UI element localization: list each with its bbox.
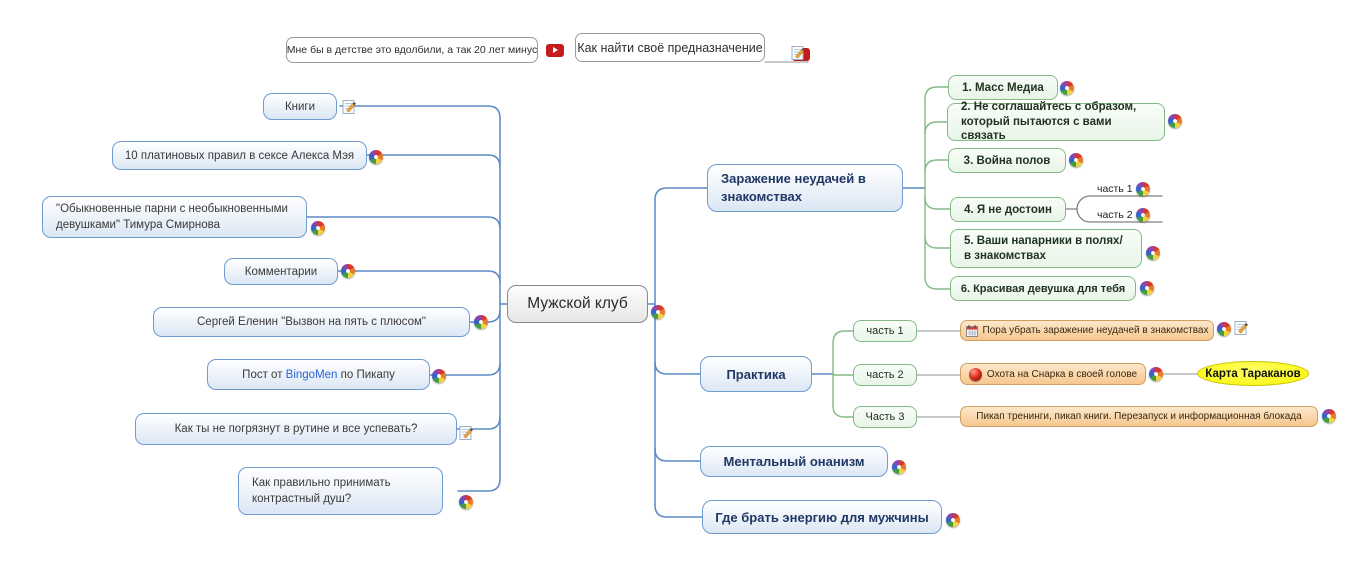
- topic-label: часть 2: [866, 369, 904, 381]
- topic-label: Сергей Еленин "Вызвон на пять с плюсом": [197, 316, 426, 328]
- color-wheel-icon: [1136, 182, 1150, 196]
- edit-icon[interactable]: [342, 99, 357, 115]
- color-wheel-icon: [459, 495, 473, 509]
- central-topic[interactable]: [507, 285, 648, 323]
- topic-label: "Обыкновенные парни с необыкновенными девушками" Тимура Смирнова: [56, 202, 288, 231]
- topic-where-to-get-energy[interactable]: [702, 500, 942, 534]
- topic-label: Где брать энергию для мужчины: [715, 509, 929, 525]
- topic-dating-failure-infection[interactable]: [707, 164, 903, 212]
- color-wheel-icon: [1136, 208, 1150, 222]
- topic-label: часть 1: [866, 325, 904, 337]
- color-wheel-icon: [474, 315, 488, 329]
- topic-label: Мужской клуб: [527, 295, 628, 312]
- color-wheel-icon: [1069, 153, 1083, 167]
- youtube-icon[interactable]: [546, 44, 564, 57]
- topic-routine-question[interactable]: [135, 413, 457, 445]
- topic-practice-part-3[interactable]: [853, 406, 917, 428]
- topic-gender-war[interactable]: [948, 148, 1066, 173]
- topic-beautiful-girl[interactable]: [950, 276, 1136, 301]
- bingomen-link[interactable]: BingoMen: [285, 368, 338, 381]
- topic-label: 1. Масс Медиа: [962, 81, 1044, 94]
- topic-label: 4. Я не достоин: [964, 203, 1052, 216]
- color-wheel-icon: [651, 305, 665, 319]
- topic-label: Как найти своё предназначение: [577, 40, 763, 55]
- task-remove-infection[interactable]: [960, 320, 1214, 341]
- topic-label: Часть 3: [865, 411, 905, 423]
- color-wheel-icon: [1322, 409, 1336, 423]
- topic-practice-part-2[interactable]: [853, 364, 917, 386]
- topic-wingmen[interactable]: [950, 229, 1142, 268]
- edit-icon[interactable]: [1234, 320, 1249, 336]
- floating-topic-youtube-2[interactable]: [575, 33, 765, 62]
- callout-label: Карта Тараканов: [1205, 367, 1301, 380]
- color-wheel-icon: [1168, 114, 1182, 128]
- color-wheel-icon: [341, 264, 355, 278]
- task-snark-hunt[interactable]: [960, 363, 1146, 385]
- topic-ordinary-guys-book[interactable]: [42, 196, 307, 238]
- subtopic-part-2[interactable]: часть 2: [1097, 209, 1133, 221]
- topic-sergey-elenin[interactable]: [153, 307, 470, 337]
- topic-label: 6. Красивая девушка для тебя: [960, 282, 1126, 295]
- task-label: Пикап тренинги, пикап книги. Перезапуск и информационная блокада: [976, 411, 1302, 422]
- color-wheel-icon: [311, 221, 325, 235]
- topic-label: Как правильно принимать контрастный душ?: [252, 476, 391, 505]
- topic-label: Как ты не погрязнут в рутине и все успевать?: [174, 423, 418, 435]
- color-wheel-icon: [946, 513, 960, 527]
- subtopic-part-1[interactable]: часть 1: [1097, 183, 1133, 195]
- topic-label: 5. Ваши напарники в полях/в знакомствах: [964, 234, 1123, 262]
- topic-practice[interactable]: [700, 356, 812, 392]
- task-label: Охота на Снарка в своей голове: [986, 368, 1138, 380]
- topic-practice-part-1[interactable]: [853, 320, 917, 342]
- topic-mental-onanism[interactable]: [700, 446, 888, 477]
- color-wheel-icon: [1146, 246, 1160, 260]
- calendar-icon: [966, 325, 978, 337]
- topic-mass-media[interactable]: [948, 75, 1058, 100]
- topic-bingomen-post[interactable]: [207, 359, 430, 390]
- topic-contrast-shower[interactable]: [238, 467, 443, 515]
- topic-label: 2. Не соглашайтесь с образом, который пытаются с вами связать: [961, 100, 1137, 143]
- topic-label: Комментарии: [244, 265, 318, 278]
- topic-dont-accept-image[interactable]: [947, 100, 1165, 143]
- red-ball-icon: [969, 368, 982, 381]
- topic-10-platinum-rules[interactable]: [112, 141, 367, 170]
- edit-icon[interactable]: [459, 425, 474, 441]
- topic-label: Пост от BingoMen по Пикапу: [242, 368, 395, 381]
- color-wheel-icon: [1060, 81, 1074, 95]
- color-wheel-icon: [1149, 367, 1163, 381]
- topic-label: Ментальный онанизм: [723, 454, 865, 469]
- floating-topic-youtube-1[interactable]: [286, 37, 538, 63]
- color-wheel-icon: [892, 460, 906, 474]
- color-wheel-icon: [369, 150, 383, 164]
- callout-cockroach-map[interactable]: [1197, 361, 1309, 386]
- topic-not-worthy[interactable]: [950, 197, 1066, 222]
- color-wheel-icon: [432, 369, 446, 383]
- edit-icon[interactable]: [791, 45, 806, 61]
- task-label: Пора убрать заражение неудачей в знакомствах: [982, 325, 1209, 336]
- topic-label: Мне бы в детстве это вдолбили, а так 20 лет минус: [286, 44, 538, 56]
- topic-label: Заражение неудачей в знакомствах: [721, 170, 866, 204]
- topic-label: Практика: [726, 366, 786, 382]
- topic-books[interactable]: [263, 93, 337, 120]
- topic-label: 3. Война полов: [963, 154, 1051, 167]
- topic-label: Книги: [284, 100, 316, 113]
- task-pickup-reboot[interactable]: [960, 406, 1318, 427]
- color-wheel-icon: [1140, 281, 1154, 295]
- topic-label: 10 платиновых правил в сексе Алекса Мэя: [124, 149, 355, 162]
- topic-comments[interactable]: [224, 258, 338, 285]
- color-wheel-icon: [1217, 322, 1231, 336]
